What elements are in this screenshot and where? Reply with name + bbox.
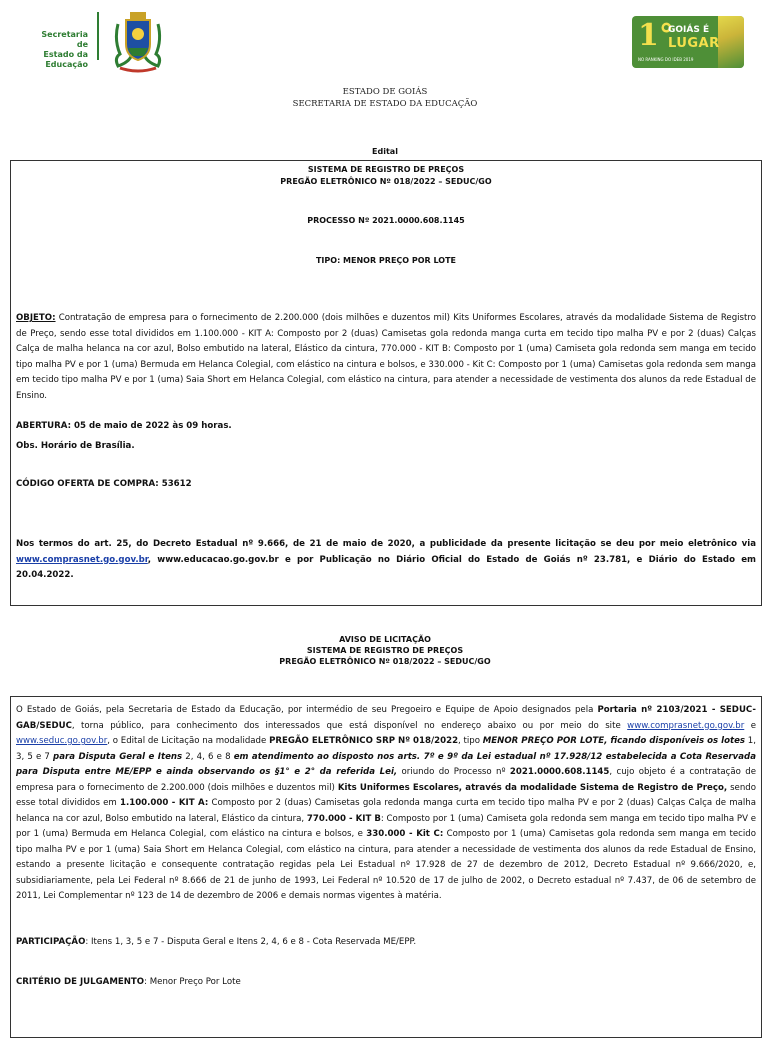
criterio-label: CRITÉRIO DE JULGAMENTO bbox=[16, 977, 145, 987]
logo-number: 1° bbox=[638, 18, 674, 53]
objeto-paragraph bbox=[16, 311, 756, 404]
edital-processo: PROCESSO Nº 2021.0000.608.1145 bbox=[307, 216, 465, 225]
aviso-text: O Estado de Goiás, pela Secretaria de Estado da Educação, por intermédio de seu Pregoeiro e Equipe de Apoio designados pela bbox=[16, 705, 598, 715]
secretariat-title: SECRETARIA DE ESTADO DA EDUCAÇÃO bbox=[292, 99, 478, 109]
aviso-text: , o Edital de Licitação na modalidade bbox=[107, 736, 270, 746]
edital-srp-line: SISTEMA DE REGISTRO DE PREÇOS bbox=[307, 165, 465, 174]
aviso-text: , tipo bbox=[458, 736, 483, 746]
sec-logo-line: Estado da bbox=[43, 50, 88, 59]
logo-divider bbox=[97, 12, 99, 60]
logo-line3: NO RANKING DO IDEB 2019 bbox=[638, 57, 694, 62]
aviso-text: , cujo objeto é a contratação de empresa para o fornecimento de 2.200.000 (dois milhões e duzentos mil) bbox=[16, 767, 757, 793]
processo-ref: 2021.0000.608.1145 bbox=[509, 767, 610, 777]
comprasnet-link[interactable]: www.comprasnet.go.gov.br bbox=[627, 720, 745, 731]
state-title: ESTADO DE GOIÁS bbox=[342, 87, 428, 97]
edital-tipo: TIPO: MENOR PREÇO POR LOTE bbox=[315, 256, 457, 265]
goias-primeiro-lugar-logo bbox=[632, 16, 744, 68]
aviso-text: 1, 3, 5 e 7 bbox=[16, 736, 756, 762]
criterio-text: : Menor Preço Por Lote bbox=[144, 977, 241, 987]
abertura-text: ABERTURA: 05 de maio de 2022 às 09 horas. bbox=[16, 421, 232, 431]
termos-paragraph bbox=[16, 537, 756, 584]
aviso-text: : Composto por 1 (uma) Camiseta gola redonda sem manga em tecido tipo malha PV e por 1 (uma) Bermuda em Helanca Colegial, com elástico na cintura e bolsos, e bbox=[16, 813, 757, 839]
portaria-ref: Portaria nº 2103/2021 - SEDUC-GAB/SEDUC bbox=[16, 705, 756, 731]
objeto-text: Contratação de empresa para o fornecimento de 2.200.000 (dois milhões e duzentos mil) Kits Uniformes Escolares, através da modalidade Sistema de Registro de Preço, sendo esse total divididos em 1.100.000 - KIT A: Composto por 2 (duas) Camisetas gola redonda manga curta em tecido tipo malha PV e por 2 (duas) Calças Calça de malha helanca na cor azul, Bolso embutido na lateral, Elástico da cintura, 770.000 - KIT B: Composto por 1 (uma) Camiseta gola redonda sem manga em tecido tipo malha PV e por 1 (uma) Bermuda em Helanca Colegial, com elástico na cintura e bolsos, e 330.000 - Kit C: Composto por 1 (uma) Camisetas gola redonda sem manga em tecido tipo malha PV e por 1 (uma) Saia Short em Helanca Colegial, com elástico na cintura, para atender a necessidade de vestimenta dos alunos da rede Estadual de Ensino. bbox=[16, 313, 756, 401]
aviso-box bbox=[10, 696, 762, 1038]
aviso-text: 2, 4, 6 e 8 bbox=[182, 751, 234, 762]
edital-box bbox=[10, 160, 762, 606]
aviso-text: sendo esse total divididos em bbox=[16, 782, 756, 808]
aviso-paragraph bbox=[16, 703, 756, 905]
lotes-text: MENOR PREÇO POR LOTE, ficando disponíveis os lotes bbox=[482, 736, 746, 746]
sec-logo-line: Educação bbox=[45, 60, 88, 69]
participacao-text: : Itens 1, 3, 5 e 7 - Disputa Geral e Itens 2, 4, 6 e 8 - Cota Reservada ME/EPP. bbox=[85, 937, 417, 947]
cota-text: em atendimento ao disposto nos arts. 7º e 9º da Lei estadual nº 17.928/12 estabelecida a Cota Reservada para Disputa entre ME/EPP e ainda observando os §1° e 2° da referida Lei, bbox=[16, 751, 757, 777]
participacao-label: PARTICIPAÇÃO bbox=[16, 937, 86, 947]
aviso-text: , torna público, para conhecimento dos interessados que está disponível no endereço abaixo ou por meio do site bbox=[71, 720, 628, 731]
kit-c-ref: 330.000 - Kit C: bbox=[366, 829, 444, 839]
disputa-text: para Disputa Geral e Itens bbox=[53, 751, 183, 762]
aviso-srp-line: SISTEMA DE REGISTRO DE PREÇOS bbox=[306, 646, 464, 655]
sec-logo-line: Secretaria de bbox=[41, 30, 88, 49]
termos-post: , www.educacao.go.gov.br e por Publicação no Diário Oficial do Estado de Goiás nº 23.781, e Diário do Estado em 20.04.2022. bbox=[16, 554, 756, 580]
secretaria-logo-text bbox=[30, 30, 88, 70]
coat-of-arms-icon bbox=[110, 10, 166, 76]
logo-line2: LUGAR bbox=[668, 36, 720, 51]
aviso-text: e bbox=[744, 720, 756, 731]
comprasnet-link[interactable]: www.comprasnet.go.gov.br bbox=[16, 554, 148, 565]
kit-a-ref: 1.100.000 - KIT A: bbox=[119, 798, 209, 808]
aviso-text: oriundo do Processo nº bbox=[397, 767, 510, 777]
aviso-header bbox=[0, 634, 770, 667]
aviso-title: AVISO DE LICITAÇÃO bbox=[339, 635, 431, 644]
kit-b-ref: 770.000 - KIT B bbox=[306, 813, 381, 824]
kits-text: Kits Uniformes Escolares, através da modalidade Sistema de Registro de Preço, bbox=[337, 782, 728, 793]
logo-line1: GOIÁS É bbox=[668, 25, 710, 35]
edital-label: Edital bbox=[372, 147, 398, 156]
pregao-ref: PREGÃO ELETRÔNICO SRP Nº 018/2022 bbox=[269, 736, 459, 746]
aviso-pregao-line: PREGÃO ELETRÔNICO Nº 018/2022 – SEDUC/GO bbox=[279, 657, 491, 666]
criterio-line bbox=[16, 977, 241, 987]
aviso-text: Composto por 2 (duas) Camisetas gola redonda manga curta em tecido tipo malha PV e por 2 (duas) Calças Calça de malha helanca na cor azul, Bolso embutido na lateral, Elástico da cintura, bbox=[16, 798, 756, 824]
edital-pregao-line: PREGÃO ELETRÔNICO Nº 018/2022 – SEDUC/GO bbox=[280, 177, 492, 186]
participacao-line bbox=[16, 937, 416, 947]
aviso-text: Composto por 1 (uma) Camisetas gola redonda sem manga em tecido tipo malha PV e por 1 (uma) Saia Short em Helanca Colegial, com elástico na cintura, para atender a necessidade de vestimenta dos alunos da rede Estadual de Ensino, estando a presente licitação e consequente contratação regidas pela Lei Estadual nº 17.928 de 27 de dezembro de 2012, Decreto Estadual nº 9.666/2020, e, subsidiariamente, pela Lei Federal nº 8.666 de 21 de junho de 1993, Lei Federal nº 10.520 de 17 de julho de 2002, o Decreto estadual nº 7.437, de 06 de setembro de 2011, Lei Complementar nº 123 de 14 de dezembro de 2006 e demais normas vigentes à matéria. bbox=[16, 829, 756, 901]
seduc-link[interactable]: www.seduc.go.gov.br bbox=[16, 736, 108, 746]
flag-graphic-icon bbox=[718, 16, 744, 68]
objeto-label: OBJETO: bbox=[16, 313, 56, 323]
codigo-oferta: CÓDIGO OFERTA DE COMPRA: 53612 bbox=[16, 479, 192, 489]
termos-pre: Nos termos do art. 25, do Decreto Estadual nº 9.666, de 21 de maio de 2020, a publicidade da presente licitação se deu por meio eletrônico via bbox=[16, 539, 756, 549]
obs-text: Obs. Horário de Brasília. bbox=[16, 441, 135, 451]
